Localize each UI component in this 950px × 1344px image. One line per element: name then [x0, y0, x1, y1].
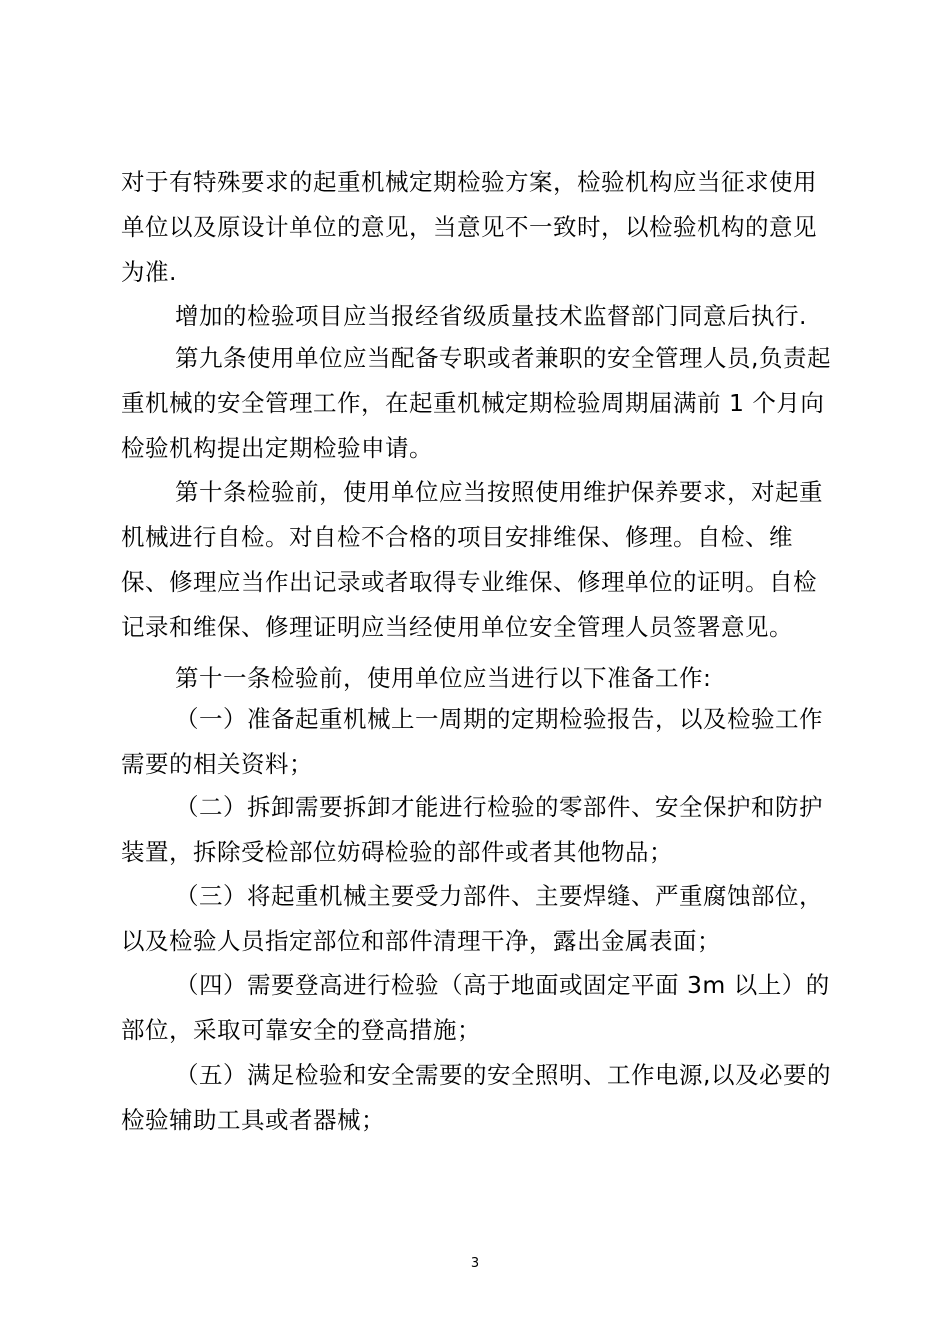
list-item-5: （五）满足检验和安全需要的安全照明、工作电源,以及必要的检验辅助工具或者器械； [121, 1061, 831, 1134]
list-item-4: （四）需要登高进行检验（高于地面或固定平面 3m 以上）的部位，采取可靠安全的登高措施； [121, 971, 830, 1044]
list-item-1: （一）准备起重机械上一周期的定期检验报告，以及检验工作需要的相关资料； [121, 705, 823, 778]
paragraph-article-11: 第十一条检验前，使用单位应当进行以下准备工作: [175, 664, 712, 692]
page-number: 3 [470, 1256, 480, 1271]
list-item-3: （三）将起重机械主要受力部件、主要焊缝、严重腐蚀部位，以及检验人员指定部位和部件清理干净，露出金属表面； [121, 882, 823, 955]
list-item-2: （二）拆卸需要拆卸才能进行检验的零部件、安全保护和防护装置，拆除受检部位妨碍检验的部件或者其他物品； [121, 793, 823, 866]
paragraph-article-9: 第九条使用单位应当配备专职或者兼职的安全管理人员,负责起重机械的安全管理工作，在起重机械定期检验周期届满前 1 个月向检验机构提出定期检验申请。 [121, 344, 831, 462]
paragraph-additional-items: 增加的检验项目应当报经省级质量技术监督部门同意后执行. [175, 302, 807, 330]
paragraph-article-10: 第十条检验前，使用单位应当按照使用维护保养要求，对起重机械进行自检。对自检不合格的项目安排维保、修理。自检、维保、修理应当作出记录或者取得专业维保、修理单位的证明。自检记录和维保、修理证明应当经使用单位安全管理人员签署意见。 [121, 478, 823, 641]
paragraph-inspection-plan: 对于有特殊要求的起重机械定期检验方案，检验机构应当征求使用单位以及原设计单位的意见，当意见不一致时，以检验机构的意见为准. [121, 168, 817, 286]
